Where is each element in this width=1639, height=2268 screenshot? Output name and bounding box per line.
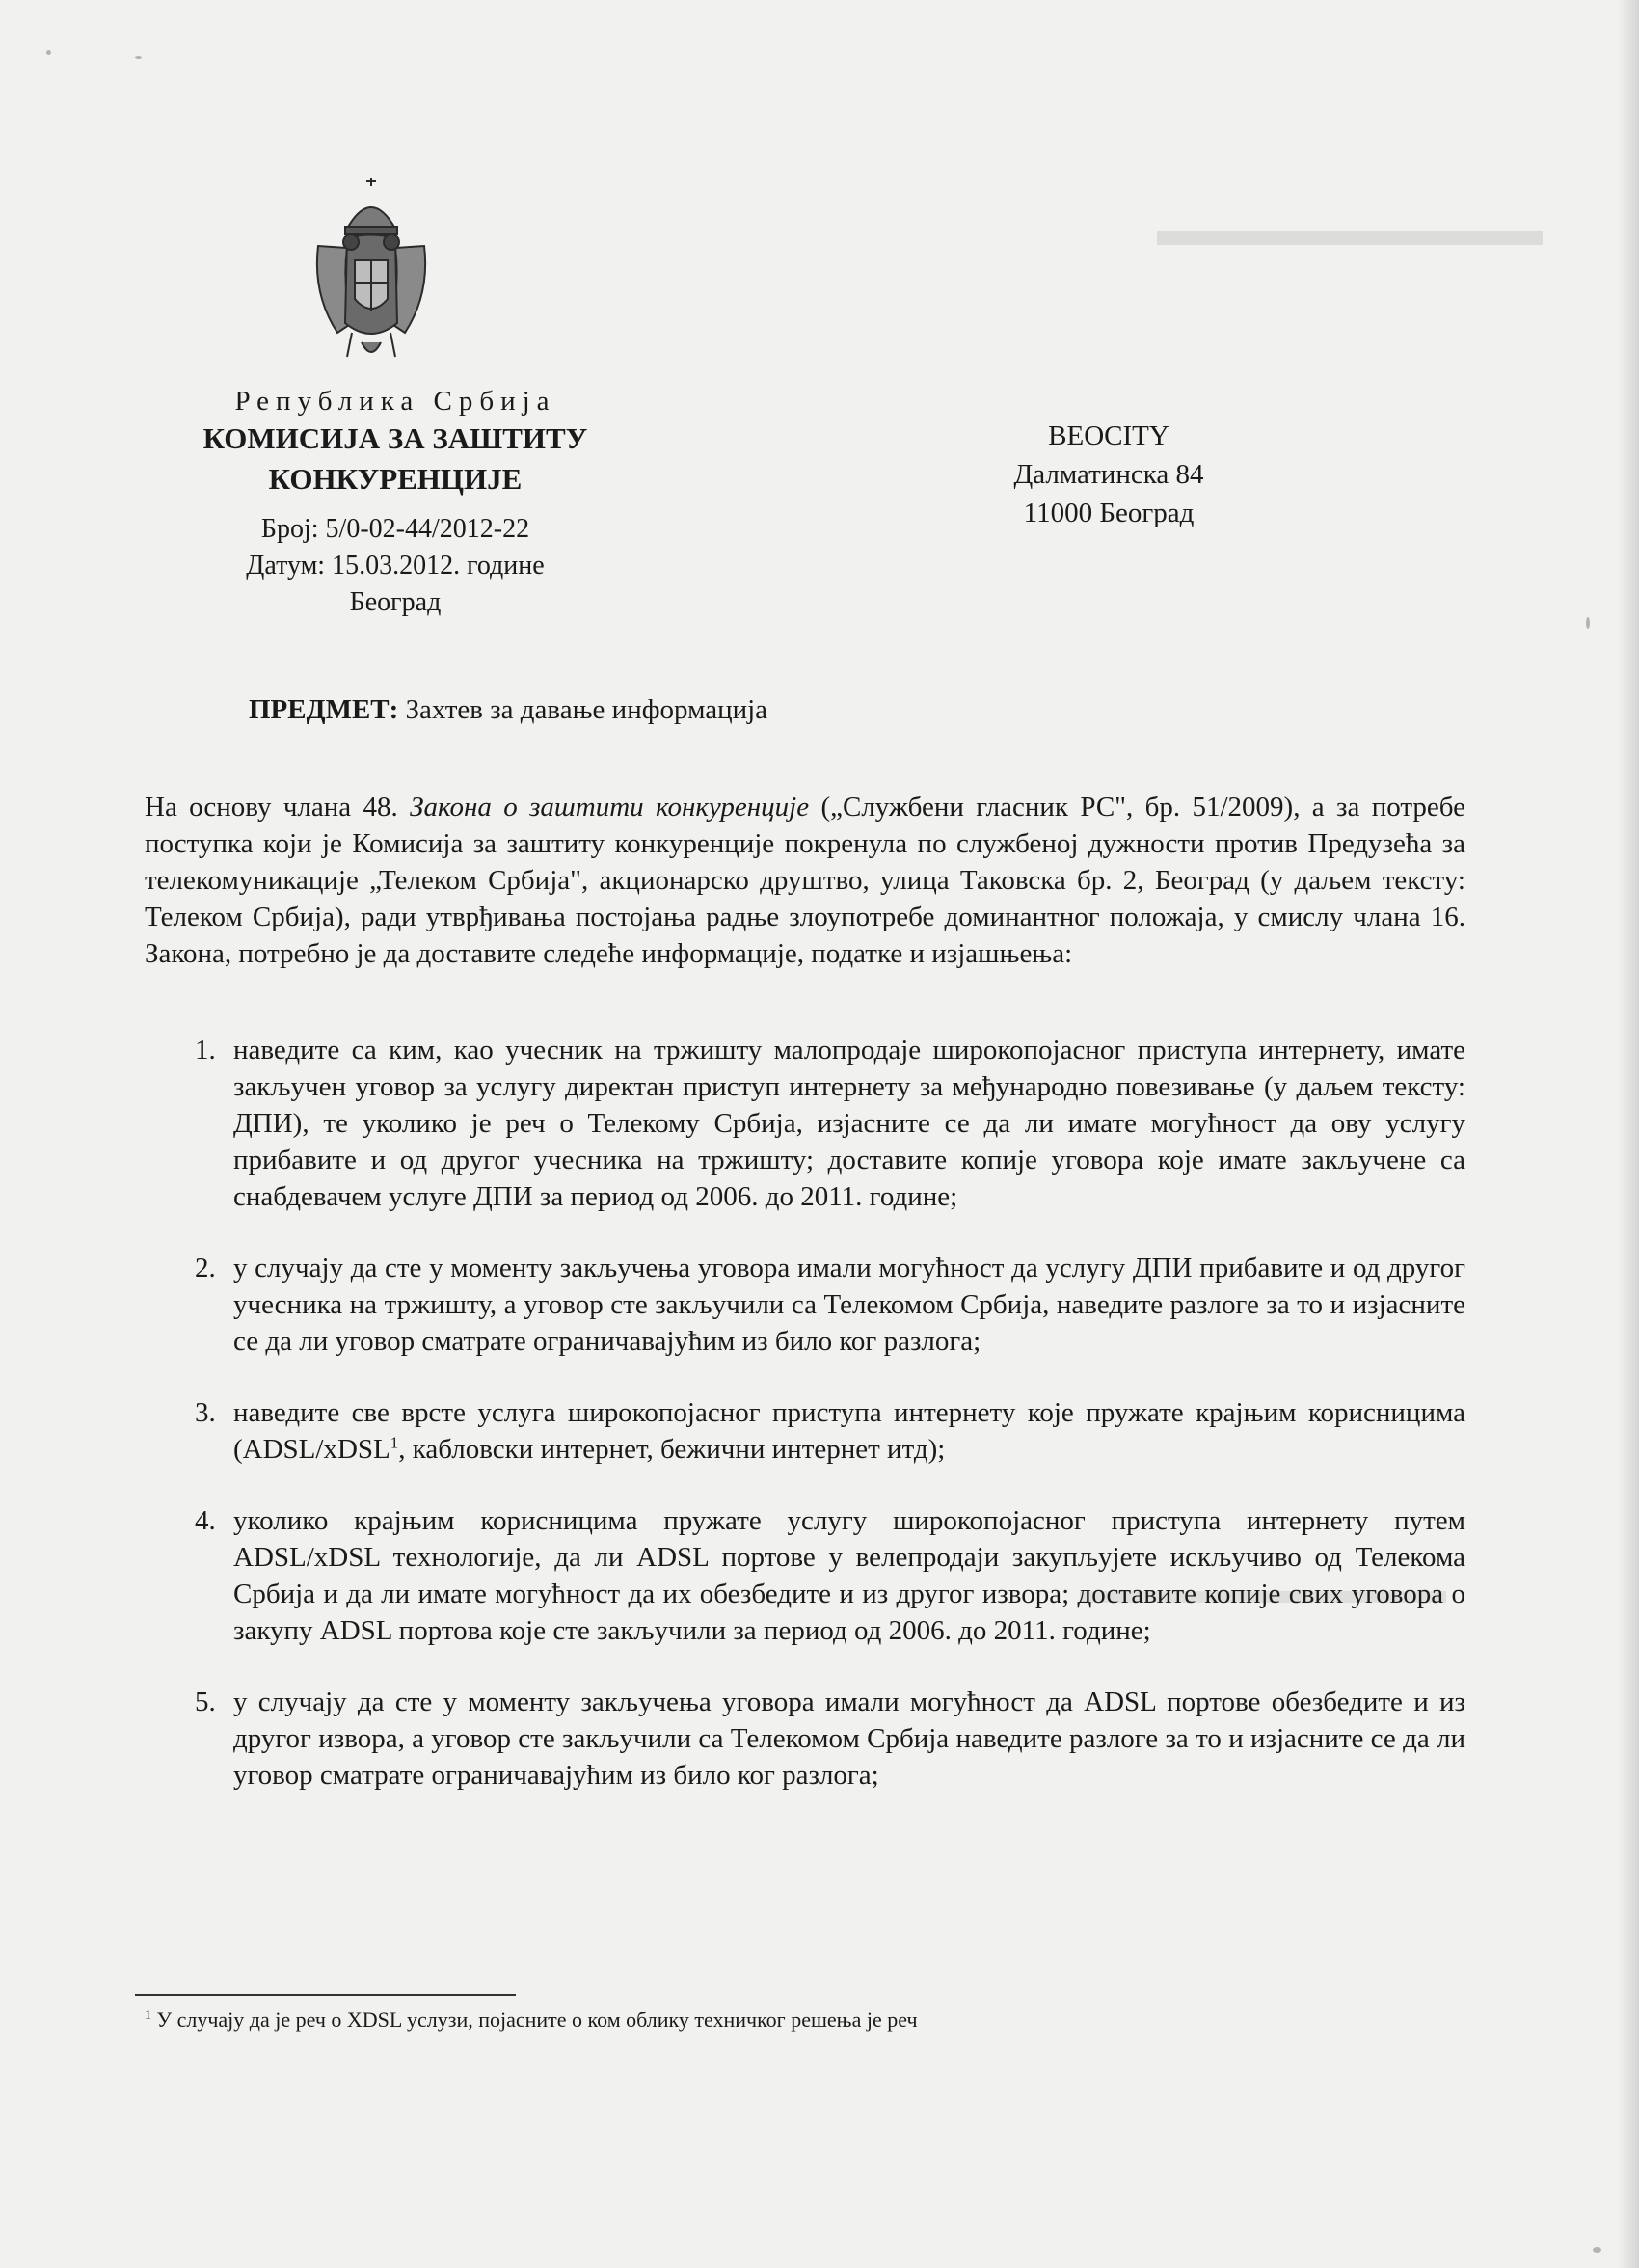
footnote	[145, 2007, 918, 2034]
republic-name: Република Србија	[234, 386, 556, 417]
footnote-mark: 1	[145, 2008, 151, 2023]
item-text-after: , кабловски интернет, бежични интернет итд);	[398, 1434, 946, 1465]
serbian-coat-of-arms-icon	[309, 178, 434, 366]
list-item	[145, 1502, 1465, 1649]
scan-speck	[1586, 617, 1590, 629]
item-text: у случају да сте у моменту закључења уговора имали могућност да ADSL портове обезбедите и из другог извора, а уговор сте закључили са Телекомом Србија наведите разлоге за то и изјасните се да ли уговор сматрате ограничавајућим из било ког разлога;	[233, 1687, 1465, 1791]
intro-paragraph	[145, 789, 1465, 972]
item-text-before: наведите све врсте услуга широкопојасног приступа интернету које пружате крајњим корисницима (ADSL/xDSL	[233, 1397, 1465, 1465]
item-number: 4.	[195, 1505, 216, 1536]
document-meta	[164, 511, 627, 621]
item-text: уколико крајњим корисницима пружате услугу широкопојасног приступа интернету путем ADSL/xDSL технологије, да ли ADSL портове у велепродаји закупљујете искључиво од Телекома Србија и да ли имате могућност да их обезбедите и из другог извора; доставите копије свих уговора о закупу ADSL портова које сте закључили за период од 2006. до 2011. године;	[233, 1505, 1465, 1646]
document-city: Београд	[349, 587, 442, 617]
intro-text-after: („Службени гласник РС", бр. 51/2009), а за потребе поступка који је Комисија за заштиту конкуренције покренула по службеној дужности против Предузећа за телекомуникације „Телеком Србија", акционарско друштво, улица Таковска бр. 2, Београд (у даљем тексту: Телеком Србија), ради утврђивања постојања радње злоупотребе доминантног положаја, у смислу члана 16. Закона, потребно је да доставите следеће информације, податке и изјашњења:	[145, 792, 1466, 969]
request-list	[145, 1032, 1465, 1828]
footnote-divider	[135, 1994, 516, 1996]
item-number: 5.	[195, 1687, 216, 1717]
item-text: у случају да сте у моменту закључења уговора имали могућност да услугу ДПИ прибавите и од другог учесника на тржишту, а уговор сте закључили са Телекомом Србија, наведите разлоге за то и изјасните се да ли уговор сматрате ограничавајућим из било ког разлога;	[233, 1253, 1465, 1357]
scan-speck	[46, 50, 51, 55]
document-date: Датум: 15.03.2012. године	[246, 551, 545, 580]
item-number: 2.	[195, 1253, 216, 1283]
recipient-name: BEOCITY	[1048, 420, 1169, 451]
scan-speck	[135, 56, 142, 59]
item-number: 1.	[195, 1035, 216, 1066]
item-number: 3.	[195, 1397, 216, 1428]
item-text: наведите са ким, као учесник на тржишту малопродаје широкопојасног приступа интернету, имате закључен уговор за услугу директан приступ интернету за међународно повезивање (у даљем тексту: ДПИ), те уколико је реч о Телекому Србија, изјасните се да ли имате могућност да ову услугу прибавите и од другог учесника на тржишту; доставите копије уговора које имате закључене са снабдевачем услуге ДПИ за период од 2006. до 2011. године;	[233, 1035, 1465, 1212]
subject-line	[249, 694, 767, 726]
subject-label: ПРЕДМЕТ:	[249, 694, 399, 725]
footnote-reference: 1	[390, 1433, 399, 1452]
list-item	[145, 1250, 1465, 1360]
law-title: Закона о заштити конкуренције	[410, 792, 810, 823]
list-item	[145, 1394, 1465, 1468]
recipient-address	[964, 417, 1253, 532]
footnote-text: У случају да је реч о XDSL услузи, појасните о ком облику техничког решења је реч	[151, 2008, 918, 2032]
sender-header	[164, 384, 627, 621]
scan-speck	[1593, 2247, 1601, 2253]
commission-name-line1: КОМИСИЈА ЗА ЗАШТИТУ	[202, 421, 588, 455]
subject-text: Захтев за давање информација	[398, 694, 768, 725]
recipient-city: 11000 Београд	[1023, 498, 1195, 528]
list-item	[145, 1684, 1465, 1794]
intro-text-before: На основу члана 48.	[145, 792, 411, 823]
recipient-street: Далматинска 84	[1013, 459, 1204, 490]
bleed-through-text	[1157, 231, 1543, 245]
document-number: Број: 5/0-02-44/2012-22	[260, 514, 530, 544]
list-item	[145, 1032, 1465, 1215]
commission-name-line2: КОНКУРЕНЦИЈЕ	[268, 462, 523, 496]
scan-edge-shadow	[1618, 0, 1639, 2268]
